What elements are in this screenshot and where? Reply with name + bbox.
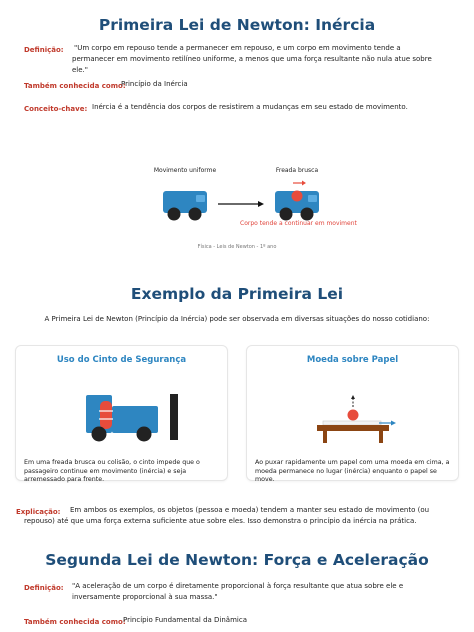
coin-paper-illustration: [313, 394, 401, 448]
concept-text: Inércia é a tendência dos corpos de resistirem a mudanças em seu estado de movimento.: [92, 103, 408, 111]
card-coin-paper-text: Ao puxar rapidamente um papel com uma moeda em cima, a moeda permanece no lugar (inércia) enquanto o papel se move.: [255, 459, 450, 483]
motion-arrow: [216, 199, 266, 209]
section3-definition-text: "A aceleração de um corpo é diretamente proporcional à força resultante que atua sobre ele e inversamente proporcional à sua massa.": [72, 582, 404, 601]
section2-intro: A Primeira Lei de Newton (Princípio da Inércia) pode ser observada em diversas situações do nosso cotidiano:: [44, 315, 430, 323]
diagram-footer: Física - Leis de Newton - 1º ano: [197, 244, 277, 250]
explanation-label: Explicação:: [16, 508, 61, 516]
concept-label: Conceito-chave:: [24, 105, 88, 113]
car-sudden-brake: [272, 179, 324, 225]
card-seatbelt: [15, 345, 228, 481]
explanation-text: Em ambos os exemplos, os objetos (pessoa e moeda) tendem a manter seu estado de movimento (ou repouso) até que uma força externa suficiente atue sobre eles. Isso demonstra o princípio da inércia na prática.: [24, 506, 430, 525]
section3-aka-label: Também conhecida como:: [24, 618, 126, 626]
section2-title: Exemplo da Primeira Lei: [130, 285, 344, 303]
aka-label: Também conhecida como:: [24, 82, 126, 90]
section1-title: Primeira Lei de Newton: Inércia: [98, 16, 376, 34]
definition-label: Definição:: [24, 46, 64, 54]
section3-definition-label: Definição:: [24, 584, 64, 592]
definition-text: "Um corpo em repouso tende a permanecer em repouso, e um corpo em movimento tende a permanecer em movimento retilíneo uniforme, a menos que uma força resultante não nula atue sobre ele.": [72, 44, 432, 74]
card-coin-paper: [246, 345, 459, 481]
section3-aka-text: Princípio Fundamental da Dinâmica: [123, 616, 247, 624]
card-seatbelt-title: Uso do Cinto de Segurança: [56, 355, 187, 365]
section3-title: Segunda Lei de Newton: Força e Aceleração: [45, 551, 429, 569]
card-coin-paper-title: Moeda sobre Papel: [306, 355, 399, 365]
inertia-caption: Corpo tende a continuar em moviment: [240, 220, 357, 227]
right-car-caption: Freada brusca: [275, 167, 319, 174]
car-uniform-motion: [160, 189, 210, 224]
card-seatbelt-text: Em uma freada brusca ou colisão, o cinto impede que o passageiro continue em movimento (inércia) e seja arremessado para frente.: [24, 459, 200, 483]
aka-text: Princípio da Inércia: [121, 80, 188, 88]
left-car-caption: Movimento uniforme: [153, 167, 217, 174]
seatbelt-car-illustration: [82, 392, 182, 448]
